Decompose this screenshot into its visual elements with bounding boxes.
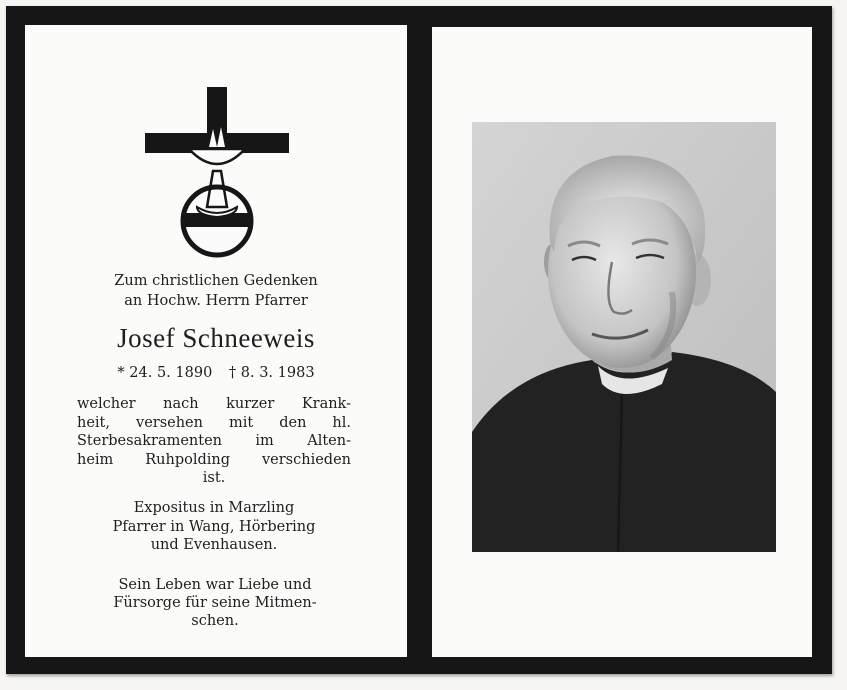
text-line: Sein Leben war Liebe und <box>118 577 312 593</box>
text-line: welcher nach kurzer Krank- <box>77 396 351 412</box>
memorial-card <box>6 6 832 674</box>
life-dates <box>25 365 407 381</box>
birth-date: * 24. 5. 1890 <box>117 365 213 381</box>
text-line: ist. <box>202 470 226 486</box>
text-line: Expositus in Marzling <box>133 500 295 516</box>
intro-line: an Hochw. Herrn Pfarrer <box>124 293 308 309</box>
text-line: schen. <box>191 613 239 629</box>
death-date: † 8. 3. 1983 <box>228 365 315 381</box>
text-line: und Evenhausen. <box>150 537 278 553</box>
right-panel <box>432 27 812 657</box>
cross-chalice-icon <box>137 79 297 259</box>
text-line: Sterbesakramenten im Alten- <box>77 433 351 449</box>
text-line: heit, versehen mit den hl. <box>77 414 351 431</box>
text-line: Fürsorge für seine Mitmen- <box>113 595 317 611</box>
left-panel <box>25 25 407 657</box>
portrait-photo <box>472 122 776 552</box>
intro-line: Zum christlichen Gedenken <box>114 273 318 289</box>
death-notice <box>77 395 351 488</box>
text-line: Pfarrer in Wang, Hörbering <box>112 518 316 535</box>
deceased-name: Josef Schneeweis <box>117 323 315 353</box>
text-line: heim Ruhpolding verschieden <box>77 451 351 468</box>
closing-text <box>95 576 335 630</box>
career-text <box>77 499 351 555</box>
intro-text <box>25 271 407 311</box>
